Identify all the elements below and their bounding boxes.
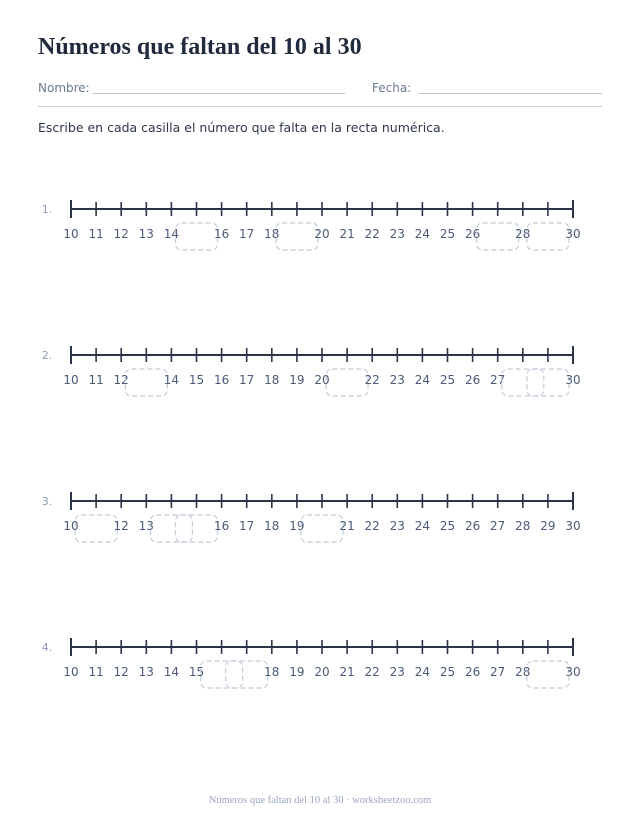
number-line-1 [0,180,640,260]
tick-label: 30 [565,373,581,387]
problem-number: 1. [41,203,53,216]
tick-label: 10 [63,665,79,679]
tick-label: 30 [565,665,581,679]
answer-box[interactable] [326,369,368,396]
tick-label: 14 [163,373,180,387]
tick-label: 28 [515,227,531,241]
answer-box[interactable] [176,223,218,250]
tick-label: 19 [289,373,305,387]
tick-label: 11 [88,227,104,241]
tick-label: 27 [490,373,506,387]
tick-label: 16 [213,373,230,387]
tick-label: 12 [113,665,129,679]
tick-label: 12 [113,519,129,533]
tick-label: 20 [314,373,330,387]
tick-label: 18 [264,227,280,241]
tick-label: 30 [565,519,581,533]
tick-label: 13 [138,665,154,679]
tick-label: 26 [464,227,481,241]
tick-label: 25 [439,227,456,241]
name-field[interactable] [92,93,345,94]
answer-box[interactable] [276,223,318,250]
tick-label: 24 [414,665,431,679]
date-label: Fecha: [372,81,412,95]
tick-label: 20 [314,665,330,679]
tick-label: 27 [490,665,506,679]
tick-label: 24 [414,373,431,387]
tick-label: 19 [289,519,305,533]
tick-label: 11 [88,373,104,387]
tick-label: 18 [264,519,280,533]
tick-label: 23 [389,519,405,533]
tick-label: 15 [188,665,205,679]
number-line-3 [0,472,640,552]
answer-box[interactable] [502,369,544,396]
tick-label: 20 [314,227,330,241]
problem-number: 2. [41,349,53,362]
tick-label: 24 [414,227,431,241]
tick-label: 14 [163,227,180,241]
tick-label: 18 [264,665,280,679]
tick-label: 17 [239,227,255,241]
tick-label: 21 [339,519,355,533]
answer-box[interactable] [527,223,569,250]
name-label: Nombre: [38,81,90,95]
tick-label: 30 [565,227,581,241]
tick-label: 24 [414,519,431,533]
footer: Números que faltan del 10 al 30 · worksheetzoo.com [208,795,432,806]
tick-label: 16 [213,519,230,533]
tick-label: 29 [540,519,556,533]
answer-box[interactable] [125,369,167,396]
header-divider [38,106,602,107]
answer-box[interactable] [477,223,519,250]
answer-box[interactable] [527,661,569,688]
tick-label: 12 [113,227,129,241]
answer-box[interactable] [527,369,569,396]
answer-box[interactable] [226,661,268,688]
tick-label: 26 [464,519,481,533]
tick-label: 22 [364,227,380,241]
tick-label: 25 [439,519,456,533]
answer-box[interactable] [301,515,343,542]
tick-label: 22 [364,373,380,387]
tick-label: 16 [213,227,230,241]
number-line-4 [0,618,640,698]
tick-label: 23 [389,227,405,241]
tick-label: 15 [188,373,205,387]
instructions: Escribe en cada casilla el número que falta en la recta numérica. [38,120,445,135]
tick-label: 27 [490,519,506,533]
tick-label: 21 [339,665,355,679]
tick-label: 21 [339,227,355,241]
answer-box[interactable] [150,515,192,542]
tick-label: 10 [63,373,79,387]
tick-label: 22 [364,665,380,679]
tick-label: 13 [138,227,154,241]
date-field[interactable] [419,93,602,94]
tick-label: 12 [113,373,129,387]
number-line-2 [0,326,640,406]
tick-label: 23 [389,665,405,679]
tick-label: 17 [239,519,255,533]
tick-label: 25 [439,665,456,679]
problem-number: 3. [41,495,53,508]
tick-label: 14 [163,665,180,679]
tick-label: 19 [289,665,305,679]
answer-box[interactable] [176,515,218,542]
tick-label: 18 [264,373,280,387]
tick-label: 23 [389,373,405,387]
tick-label: 25 [439,373,456,387]
tick-label: 11 [88,665,104,679]
page-title: Números que faltan del 10 al 30 [38,34,362,60]
tick-label: 26 [464,373,481,387]
tick-label: 22 [364,519,380,533]
tick-label: 28 [515,665,531,679]
answer-box[interactable] [201,661,243,688]
problem-number: 4. [41,641,53,654]
tick-label: 13 [138,519,154,533]
tick-label: 10 [63,227,79,241]
tick-label: 26 [464,665,481,679]
tick-label: 28 [515,519,531,533]
tick-label: 17 [239,373,255,387]
tick-label: 10 [63,519,79,533]
answer-box[interactable] [75,515,117,542]
